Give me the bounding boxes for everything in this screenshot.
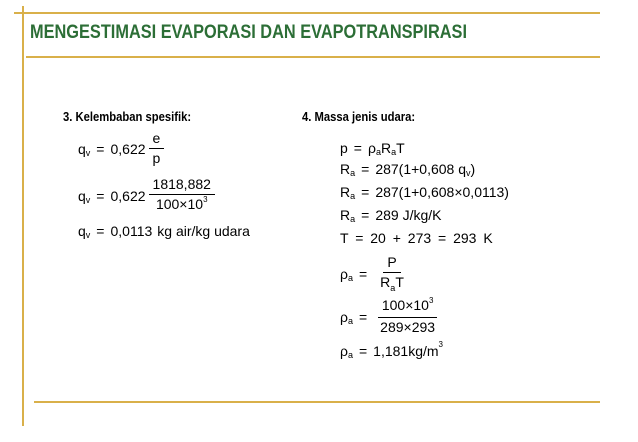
eq-denominator xyxy=(152,195,212,215)
eq-lhs: R xyxy=(340,161,351,177)
title-underline xyxy=(26,56,600,58)
eq-lhs-sub: v xyxy=(85,147,91,158)
heading-kelembaban: 3. Kelembaban spesifik: xyxy=(63,110,192,124)
eq-rel: = xyxy=(353,140,362,156)
eq-lhs: ρ xyxy=(340,265,348,282)
eq-lhs-sub: a xyxy=(350,168,356,178)
eq-coef: 0,622 xyxy=(110,187,146,204)
eq-lhs: ρ xyxy=(340,343,348,359)
eq-fraction xyxy=(376,254,408,293)
bottom-rule xyxy=(34,401,600,403)
eq-lhs-sub: v xyxy=(85,230,91,240)
eq-lhs: q xyxy=(78,223,86,239)
eq-den-sub: a xyxy=(390,283,396,293)
eq-rel: = xyxy=(96,140,105,157)
eq-lhs: R xyxy=(340,207,351,223)
eq-lhs: R xyxy=(340,184,351,200)
eq-temperature xyxy=(340,230,493,246)
eq-den-r: R xyxy=(380,274,391,290)
eq-lhs-sub: a xyxy=(347,315,353,326)
eq-value: 1,181kg/m xyxy=(373,343,439,359)
eq-fraction xyxy=(149,130,165,167)
eq-den-exp: 3 xyxy=(203,195,208,204)
eq-rho: ρ xyxy=(367,140,376,156)
eq-rho-formula xyxy=(340,254,408,293)
eq-rhs: 287(1+0,608×0,0113) xyxy=(375,184,509,200)
eq-coef: 0,622 xyxy=(110,140,146,157)
eq-qv-ratio xyxy=(78,130,164,167)
eq-rhs-pre: 287(1+0,608 q xyxy=(375,161,467,177)
eq-num-base: 100×10 xyxy=(381,297,429,313)
eq-den-t: T xyxy=(395,274,404,290)
left-rule xyxy=(22,6,24,426)
eq-rhs: T = 20 + 273 = 293 K xyxy=(340,230,493,246)
eq-qv-result xyxy=(78,223,250,239)
eq-r: R xyxy=(380,140,392,156)
eq-unit: kg air/kg udara xyxy=(157,223,250,239)
eq-lhs: q xyxy=(78,187,86,204)
eq-rho-numeric xyxy=(340,297,439,336)
eq-rhs-post: ) xyxy=(470,161,476,177)
eq-t: T xyxy=(396,140,405,156)
eq-lhs-sub: a xyxy=(350,214,356,224)
eq-numerator: P xyxy=(383,254,400,273)
eq-r-sub: a xyxy=(391,147,397,157)
eq-lhs-sub: a xyxy=(347,350,353,360)
eq-numerator xyxy=(378,297,438,318)
eq-numerator: e xyxy=(149,130,165,149)
eq-rel: = xyxy=(361,161,370,177)
eq-rel: = xyxy=(358,343,368,359)
eq-rel: = xyxy=(361,207,370,223)
eq-fraction xyxy=(149,176,215,215)
eq-rel: = xyxy=(96,223,105,239)
eq-denominator xyxy=(376,273,408,293)
eq-lhs-sub: a xyxy=(347,272,353,283)
eq-rhs: 289 J/kg/K xyxy=(375,207,442,223)
eq-num-exp: 3 xyxy=(428,296,434,305)
eq-rho-result xyxy=(340,339,443,360)
top-rule xyxy=(14,12,600,14)
eq-rel: = xyxy=(358,265,368,282)
eq-numerator: 1818,882 xyxy=(149,176,215,195)
eq-den-base: 100×10 xyxy=(155,196,204,212)
eq-qv-numeric xyxy=(78,176,215,215)
eq-rho-sub: a xyxy=(375,147,381,157)
eq-gas-law xyxy=(340,140,405,156)
eq-denominator: p xyxy=(152,150,161,166)
eq-denominator: 289×293 xyxy=(380,319,436,335)
eq-lhs: p xyxy=(340,140,348,156)
heading-massa-jenis: 4. Massa jenis udara: xyxy=(302,110,416,124)
eq-value: 0,0113 xyxy=(110,223,153,239)
slide-title: MENGESTIMASI EVAPORASI DAN EVAPOTRANSPIRASI xyxy=(30,22,468,43)
eq-ra-result xyxy=(340,207,441,223)
eq-lhs: q xyxy=(78,140,86,157)
eq-lhs-sub: v xyxy=(85,194,91,205)
eq-ra-numeric xyxy=(340,184,509,200)
eq-rel: = xyxy=(361,184,370,200)
eq-rel: = xyxy=(96,187,105,204)
eq-lhs-sub: a xyxy=(350,191,356,201)
eq-value-exp: 3 xyxy=(438,339,443,349)
eq-rel: = xyxy=(358,308,368,325)
eq-q-sub: v xyxy=(466,168,471,178)
eq-ra-formula xyxy=(340,161,475,177)
eq-lhs: ρ xyxy=(340,308,348,325)
eq-fraction xyxy=(376,297,439,336)
